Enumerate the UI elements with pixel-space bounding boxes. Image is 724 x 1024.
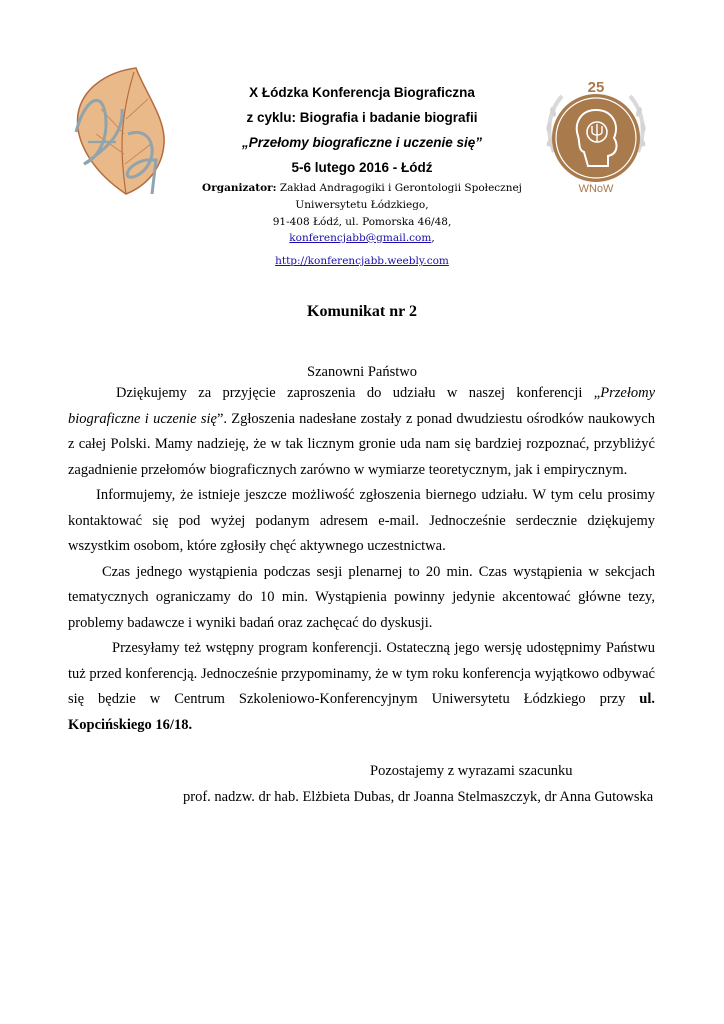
conference-date: 5-6 lutego 2016 - Łódź [291,160,433,175]
paragraph-1-text-b: ”. Zgłoszenia nadesłane zostały z ponad dwudziestu ośrodków naukowych z całej Polski. Mamy nadzieję, że w tak licznym gronie uda nam się bardziej rozpoznać, przybliżyć zagadnienie przełomów biograficznych zarówno w wymiarze teoretycznym, jak i empirycznym. [68,410,655,478]
letter-body [68,381,655,738]
organizer-block [190,180,534,231]
leaf-monogram-logo-icon [66,64,174,198]
email-link[interactable]: konferencjabb@gmail.com [289,232,432,244]
website-line [190,255,534,267]
paragraph-2: Informujemy, że istnieje jeszcze możliwość zgłoszenia biernego udziału. W tym celu prosimy kontaktować się pod wyżej podanym adresem e-mail. Jednocześnie serdecznie dziękujemy wszystkim osobom, które zgłosiły chęć aktywnego uczestnictwa. [68,487,655,554]
conference-name: X Łódzka Konferencja Biograficzna [249,85,475,100]
paragraph-4 [68,636,655,738]
venue-address: ul. Kopcińskiego 16/18. [68,691,655,733]
paragraph-1-emphasis: Przełomy biograficzne i uczenie się [68,385,655,427]
paragraph-3: Czas jednego wystąpienia podczas sesji plenarnej to 20 min. Czas wystąpienia w sekcjach tematycznych ograniczamy do 10 min. Wystąpienia powinny jedynie akcentować główne tezy, problemy badawcze i wyniki badań oraz zachęcać do dyskusji. [68,563,655,631]
email-suffix: , [431,232,435,244]
organizer-name: Zakład Andragogiki i Gerontologii Społecznej [276,182,522,194]
emblem-text: WNoW [578,183,614,195]
emblem-number: 25 [587,79,605,96]
organizer-address: 91-408 Łódź, ul. Pomorska 46/48, [272,216,452,228]
organizer-line-2: Uniwersytetu Łódzkiego, [295,199,429,211]
paragraph-1 [68,381,655,483]
conference-series: z cyklu: Biografia i badanie biografii [246,110,478,125]
wnow-25-emblem-icon [534,72,658,196]
closing-line: Pozostajemy z wyrazami szacunku [370,763,573,779]
signature: prof. nadzw. dr hab. Elżbieta Dubas, dr Joanna Stelmaszczyk, dr Anna Gutowska [183,789,654,805]
organizer-label: Organizator: [202,182,277,194]
document-title: Komunikat nr 2 [307,303,417,320]
paragraph-4-text: Przesyłamy też wstępny program konferencji. Ostateczną jego wersję udostępnimy Państwu tuż przed konferencją. Jednocześnie przypominamy, że w tym roku konferencja wyjątkowo odbywać się będzie w Centrum Szkoleniowo-Konferencyjnym Uniwersytetu Łódzkiego przy [68,640,655,707]
conference-header [190,80,534,180]
organizer-line-1 [190,180,534,197]
conference-theme: „Przełomy biograficzne i uczenie się” [241,135,483,150]
email-line [190,232,534,244]
website-link[interactable]: http://konferencjabb.weebly.com [275,255,449,267]
salutation: Szanowni Państwo [307,364,417,380]
paragraph-1-text-a: Dziękujemy za przyjęcie zaproszenia do udziału w naszej konferencji „ [116,385,601,401]
